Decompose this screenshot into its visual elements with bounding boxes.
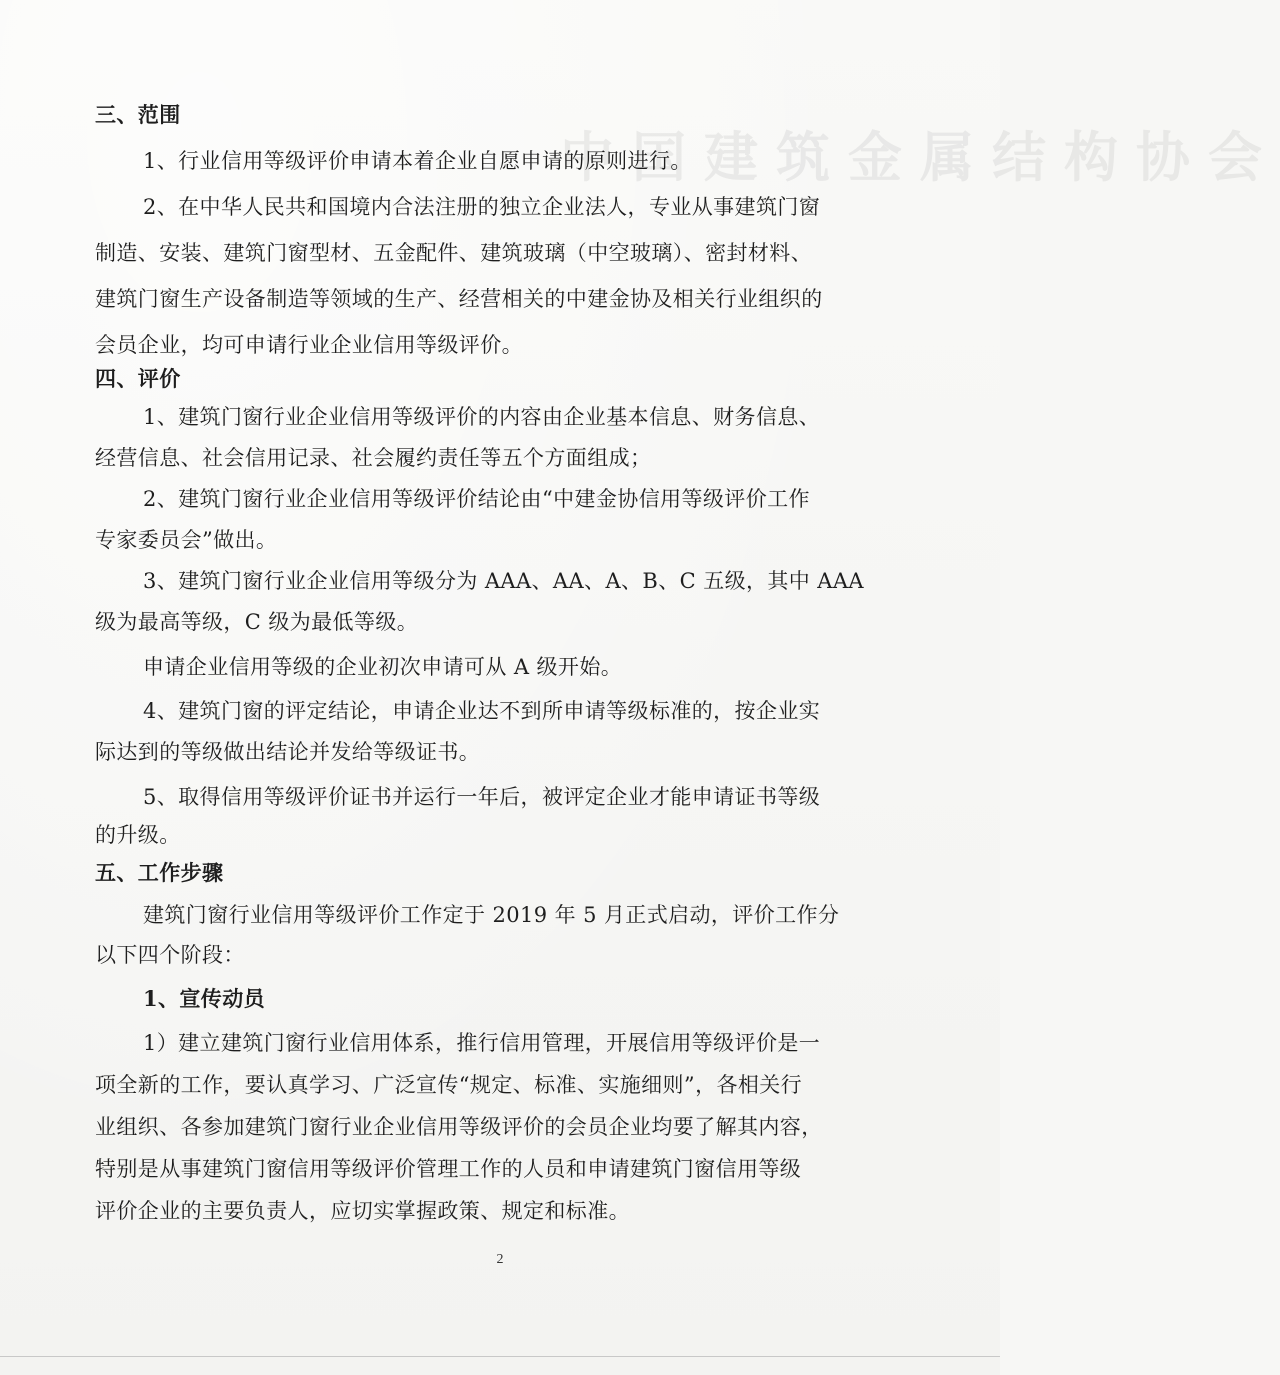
section-4-para-4-line-2: 际达到的等级做出结论并发给等级证书。 (95, 740, 481, 764)
section-5-intro-line-2: 以下四个阶段： (95, 943, 245, 967)
section-4-para-1-line-1: 1、建筑门窗行业企业信用等级评价的内容由企业基本信息、财务信息、 (143, 405, 821, 429)
section-5-sub1-para-line-2: 项全新的工作，要认真学习、广泛宣传“规定、标准、实施细则”，各相关行 (95, 1073, 803, 1097)
section-5-sub1-para-line-4: 特别是从事建筑门窗信用等级评价管理工作的人员和申请建筑门窗信用等级 (95, 1157, 802, 1181)
section-3-para-2-line-3: 建筑门窗生产设备制造等领域的生产、经营相关的中建金协及相关行业组织的 (95, 287, 823, 311)
section-4-para-5-line-1: 5、取得信用等级评价证书并运行一年后，被评定企业才能申请证书等级 (143, 785, 821, 809)
section-3-para-1: 1、行业信用等级评价申请本着企业自愿申请的原则进行。 (143, 149, 692, 173)
section-4-para-4-line-1: 4、建筑门窗的评定结论，申请企业达不到所申请等级标准的，按企业实 (143, 699, 821, 723)
section-5-intro-line-1: 建筑门窗行业信用等级评价工作定于 2019 年 5 月正式启动，评价工作分 (143, 903, 840, 927)
section-3-para-2-line-1: 2、在中华人民共和国境内合法注册的独立企业法人，专业从事建筑门窗 (143, 195, 821, 219)
section-3-heading: 三、范围 (95, 102, 181, 127)
section-3-para-2-line-4: 会员企业，均可申请行业企业信用等级评价。 (95, 333, 523, 357)
section-4-heading: 四、评价 (95, 366, 181, 391)
section-4-para-1-line-2: 经营信息、社会信用记录、社会履约责任等五个方面组成； (95, 446, 652, 470)
section-5-sub1-para-line-5: 评价企业的主要负责人，应切实掌握政策、规定和标准。 (95, 1199, 630, 1223)
section-5-sub1-para-line-3: 业组织、各参加建筑门窗行业企业信用等级评价的会员企业均要了解其内容， (95, 1115, 823, 1139)
section-5-subheading-1: 1、宣传动员 (143, 986, 266, 1011)
section-5-heading: 五、工作步骤 (95, 860, 224, 885)
section-3-para-2-line-2: 制造、安装、建筑门窗型材、五金配件、建筑玻璃（中空玻璃）、密封材料、 (95, 241, 813, 265)
section-4-para-3-line-2: 级为最高等级，C 级为最低等级。 (95, 610, 419, 634)
page-number: 2 (496, 1252, 504, 1267)
section-4-para-2-line-1: 2、建筑门窗行业企业信用等级评价结论由“中建金协信用等级评价工作 (143, 487, 810, 511)
section-4-para-3-line-1: 3、建筑门窗行业企业信用等级分为 AAA、AA、A、B、C 五级，其中 AAA (143, 569, 864, 593)
section-5-sub1-para-line-1: 1）建立建筑门窗行业信用体系，推行信用管理，开展信用等级评价是一 (143, 1031, 821, 1055)
scan-bottom-edge (0, 1356, 1000, 1357)
section-4-para-2-line-2: 专家委员会”做出。 (95, 528, 278, 552)
section-4-para-5-line-2: 的升级。 (95, 823, 181, 847)
bleed-through-watermark: 中国建筑金属结构协会 (560, 125, 1280, 189)
section-4-para-3-note: 申请企业信用等级的企业初次申请可从 A 级开始。 (143, 655, 623, 679)
